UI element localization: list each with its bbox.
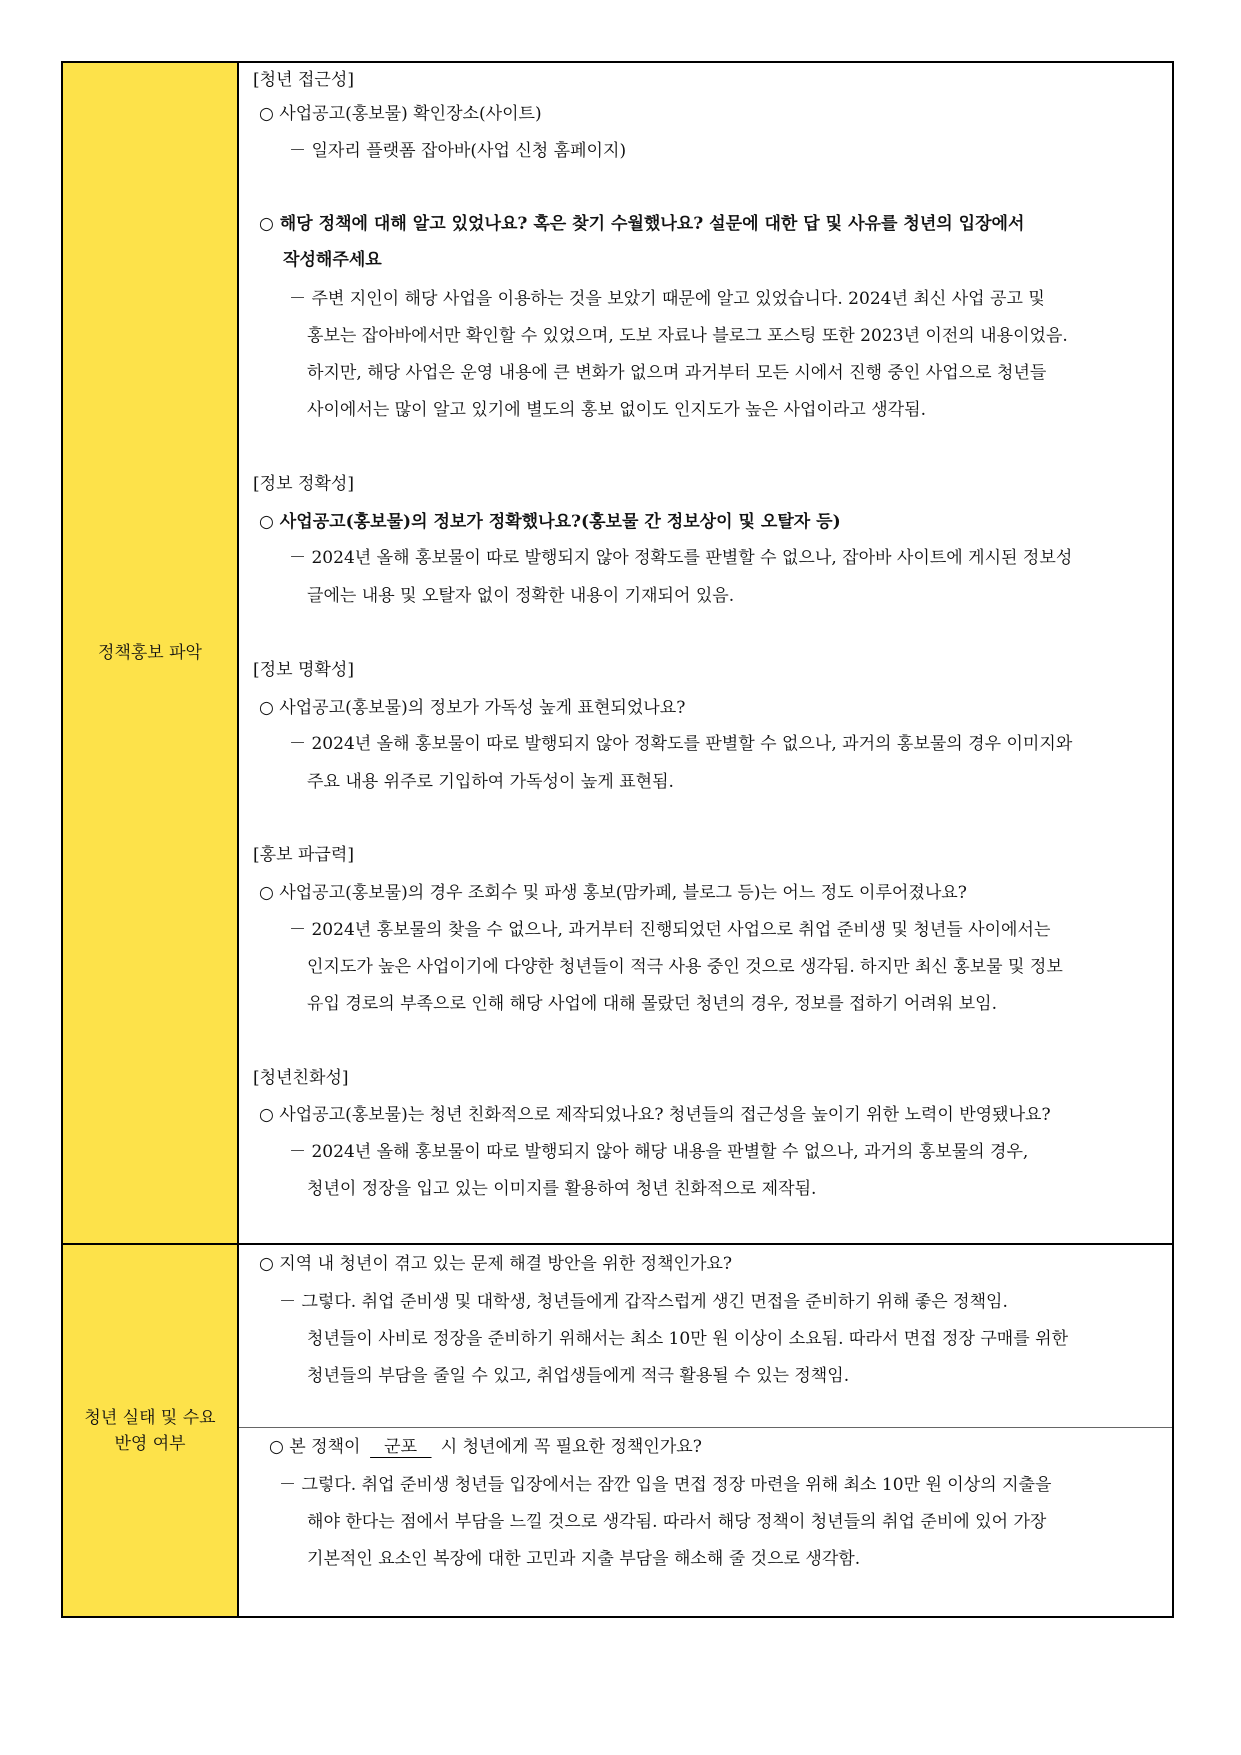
question-city-need [269, 1432, 1164, 1458]
question-promotion-impact: ○ 사업공고(홍보물)의 경우 조회수 및 파생 홍보(맘카페, 블로그 등)는 어느 정도 이루어졌나요? [259, 883, 967, 903]
section-content-policy-promotion [238, 62, 1173, 1244]
evaluation-table [61, 61, 1174, 1618]
answer-promotion-impact-line3: 유입 경로의 부족으로 인해 해당 사업에 대해 몰랐던 청년의 경우, 정보를 접하기 어려워 보임. [307, 994, 998, 1014]
answer-awareness-line1: － 주변 지인이 해당 사업을 이용하는 것을 보았기 때문에 알고 있었습니다. 2024년 최신 사업 공고 및 [289, 289, 1045, 309]
section-youth-reality [62, 1244, 1173, 1428]
answer-local-problem-line1: － 그렇다. 취업 준비생 및 대학생, 청년들에게 갑작스럽게 생긴 면접을 준비하기 위해 좋은 정책임. [279, 1292, 1008, 1312]
heading-youth-friendliness: [청년친화성] [253, 1068, 349, 1088]
answer-awareness-line4: 사이에서는 많이 알고 있기에 별도의 홍보 없이도 인지도가 높은 사업이라고 생각됨. [307, 400, 926, 420]
answer-info-clarity-line1: － 2024년 올해 홍보물이 따로 발행되지 않아 정확도를 판별할 수 없으나, 과거의 홍보물의 경우 이미지와 [289, 734, 1073, 754]
answer-promotion-impact-line1: － 2024년 홍보물의 찾을 수 없으나, 과거부터 진행되었던 사업으로 취업 준비생 및 청년들 사이에서는 [289, 920, 1051, 940]
heading-promotion-impact: [홍보 파급력] [253, 845, 354, 865]
heading-info-clarity: [정보 명확성] [253, 660, 354, 680]
section-label-line2: 반영 여부 [114, 1433, 186, 1454]
answer-info-clarity-line2: 주요 내용 위주로 기입하여 가독성이 높게 표현됨. [307, 772, 674, 792]
section-policy-promotion [62, 62, 1173, 1244]
question-info-clarity: ○ 사업공고(홍보물)의 정보가 가독성 높게 표현되었나요? [259, 698, 686, 718]
question-awareness-line1: ○ 해당 정책에 대해 알고 있었나요? 혹은 찾기 수월했나요? 설문에 대한 답 및 사유를 청년의 입장에서 [259, 214, 1025, 234]
question-city-need-prefix: ○ 본 정책이 [269, 1437, 361, 1457]
question-info-accuracy: ○ 사업공고(홍보물)의 정보가 정확했나요?(홍보물 간 정보상이 및 오탈자 등) [259, 512, 841, 532]
answer-awareness-line2: 홍보는 잡아바에서만 확인할 수 있었으며, 도보 자료나 블로그 포스팅 또한 2023년 이전의 내용이었음. [307, 326, 1068, 346]
answer-city-need-line3: 기본적인 요소인 복장에 대한 고민과 지출 부담을 해소해 줄 것으로 생각함. [307, 1549, 861, 1569]
question-awareness-line2: 작성해주세요 [283, 250, 382, 270]
section-label-line1: 청년 실태 및 수요 [84, 1407, 216, 1428]
answer-notice-location: － 일자리 플랫폼 잡아바(사업 신청 홈페이지) [289, 141, 627, 161]
section-label-text: 정책홍보 파악 [98, 643, 202, 663]
question-youth-friendliness: ○ 사업공고(홍보물)는 청년 친화적으로 제작되었나요? 청년들의 접근성을 높이기 위한 노력이 반영됐나요? [259, 1105, 1051, 1125]
section-content-city-need [238, 1428, 1173, 1618]
answer-info-accuracy-line1: － 2024년 올해 홍보물이 따로 발행되지 않아 정확도를 판별할 수 없으나, 잡아바 사이트에 게시된 정보성 [289, 548, 1073, 568]
answer-promotion-impact-line2: 인지도가 높은 사업이기에 다양한 청년들이 적극 사용 중인 것으로 생각됨. 하지만 최신 홍보물 및 정보 [307, 957, 1063, 977]
section-label-youth-reality [62, 1244, 238, 1617]
answer-local-problem-line3: 청년들의 부담을 줄일 수 있고, 취업생들에게 적극 활용될 수 있는 정책임. [307, 1366, 850, 1386]
answer-info-accuracy-line2: 글에는 내용 및 오탈자 없이 정확한 내용이 기재되어 있음. [307, 586, 735, 606]
question-notice-location: ○ 사업공고(홍보물) 확인장소(사이트) [259, 104, 542, 124]
question-city-need-suffix: 시 청년에게 꼭 필요한 정책인가요? [440, 1437, 702, 1457]
answer-city-need-line1: － 그렇다. 취업 준비생 청년들 입장에서는 잠깐 입을 면접 정장 마련을 위해 최소 10만 원 이상의 지출을 [279, 1475, 1052, 1495]
city-name-blank: 군포 [370, 1437, 431, 1458]
answer-awareness-line3: 하지만, 해당 사업은 운영 내용에 큰 변화가 없으며 과거부터 모든 시에서 진행 중인 사업으로 청년들 [307, 363, 1047, 383]
heading-youth-accessibility: [청년 접근성] [253, 70, 354, 90]
answer-local-problem-line2: 청년들이 사비로 정장을 준비하기 위해서는 최소 10만 원 이상이 소요됨. 따라서 면접 정장 구매를 위한 [307, 1329, 1069, 1349]
answer-city-need-line2: 해야 한다는 점에서 부담을 느낄 것으로 생각됨. 따라서 해당 정책이 청년들의 취업 준비에 있어 가장 [307, 1512, 1047, 1532]
section-content-local-problem [238, 1244, 1173, 1428]
answer-youth-friendliness-line2: 청년이 정장을 입고 있는 이미지를 활용하여 청년 친화적으로 제작됨. [307, 1179, 817, 1199]
section-label-policy-promotion [62, 62, 238, 1244]
answer-youth-friendliness-line1: － 2024년 올해 홍보물이 따로 발행되지 않아 해당 내용을 판별할 수 없으나, 과거의 홍보물의 경우, [289, 1142, 1029, 1162]
question-local-problem: ○ 지역 내 청년이 겪고 있는 문제 해결 방안을 위한 정책인가요? [259, 1254, 733, 1274]
heading-info-accuracy: [정보 정확성] [253, 474, 354, 494]
